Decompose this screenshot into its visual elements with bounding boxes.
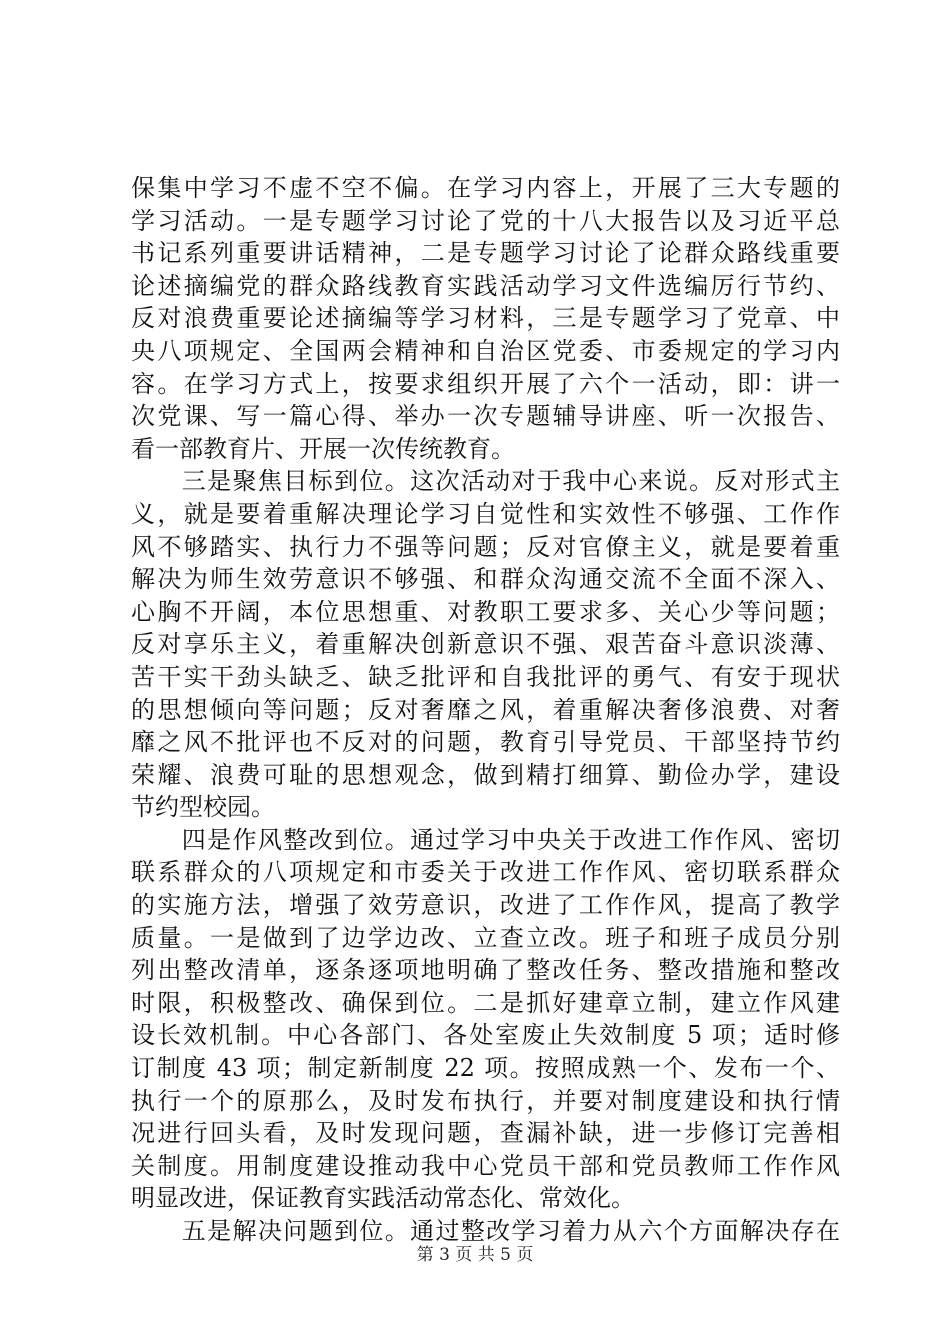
text-line: 看一部教育片、开展一次传统教育。 bbox=[131, 434, 515, 463]
text-line: 荣耀、浪费可耻的思想观念，做到精打细算、勤俭办学，建设 bbox=[131, 760, 840, 789]
text-line: 论述摘编党的群众路线教育实践活动学习文件选编厉行节约、 bbox=[131, 271, 840, 300]
text-line: 五是解决问题到位。通过整改学习着力从六个方面解决存在 bbox=[131, 1217, 840, 1245]
text-line: 关制度。用制度建设推动我中心党员干部和党员教师工作作风 bbox=[131, 1151, 840, 1180]
text-line: 靡之风不批评也不反对的问题，教育引导党员、干部坚持节约 bbox=[131, 728, 840, 757]
text-line: 解决为师生效劳意识不够强、和群众沟通交流不全面不深入、 bbox=[131, 565, 840, 594]
text-line: 保集中学习不虚不空不偏。在学习内容上，开展了三大专题的 bbox=[131, 174, 840, 202]
text-line: 质量。一是做到了边学边改、立查立改。班子和班子成员分别 bbox=[131, 923, 840, 952]
page-footer: 第 3 页 共 5 页 bbox=[416, 1245, 534, 1265]
text-line: 的思想倾向等问题；反对奢靡之风，着重解决奢侈浪费、对奢 bbox=[131, 695, 840, 724]
text-line: 风不够踏实、执行力不强等问题；反对官僚主义，就是要着重 bbox=[131, 532, 840, 561]
text-line: 明显改进，保证教育实践活动常态化、常效化。 bbox=[131, 1184, 635, 1213]
text-line: 执行一个的原那么，及时发布执行，并要对制度建设和执行情 bbox=[131, 1086, 840, 1115]
text-line: 联系群众的八项规定和市委关于改进工作作风、密切联系群众 bbox=[131, 858, 840, 887]
text-line: 三是聚焦目标到位。这次活动对于我中心来说。反对形式主 bbox=[131, 467, 840, 496]
text-line: 央八项规定、全国两会精神和自治区党委、市委规定的学习内 bbox=[131, 336, 840, 365]
text-line: 心胸不开阔，本位思想重、对教职工要求多、关心少等问题； bbox=[131, 597, 840, 626]
text-line: 的实施方法，增强了效劳意识，改进了工作作风，提高了教学 bbox=[131, 891, 840, 920]
text-line: 学习活动。一是专题学习讨论了党的十八大报告以及习近平总 bbox=[131, 206, 840, 235]
text-line: 容。在学习方式上，按要求组织开展了六个一活动，即：讲一 bbox=[131, 369, 840, 398]
text-line: 书记系列重要讲话精神，二是专题学习讨论了论群众路线重要 bbox=[131, 239, 840, 268]
text-line: 反对享乐主义，着重解决创新意识不强、艰苦奋斗意识淡薄、 bbox=[131, 630, 840, 659]
text-line: 节约型校园。 bbox=[131, 793, 275, 822]
text-line: 订制度 43 项；制定新制度 22 项。按照成熟一个、发布一个、 bbox=[131, 1054, 840, 1083]
text-line: 况进行回头看，及时发现问题，查漏补缺，进一步修订完善相 bbox=[131, 1119, 840, 1148]
text-line: 列出整改清单，逐条逐项地明确了整改任务、整改措施和整改 bbox=[131, 956, 840, 985]
text-line: 时限，积极整改、确保到位。二是抓好建章立制，建立作风建 bbox=[131, 988, 840, 1017]
body-text bbox=[131, 172, 840, 1248]
text-line: 义，就是要着重解决理论学习自觉性和实效性不够强、工作作 bbox=[131, 499, 840, 528]
text-line: 四是作风整改到位。通过学习中央关于改进工作作风、密切 bbox=[131, 825, 840, 854]
text-line: 次党课、写一篇心得、举办一次专题辅导讲座、听一次报告、 bbox=[131, 402, 840, 431]
text-line: 苦干实干劲头缺乏、缺乏批评和自我批评的勇气、有安于现状 bbox=[131, 662, 840, 691]
text-line: 反对浪费重要论述摘编等学习材料，三是专题学习了党章、中 bbox=[131, 304, 840, 333]
text-line: 设长效机制。中心各部门、各处室废止失效制度 5 项；适时修 bbox=[131, 1021, 840, 1050]
